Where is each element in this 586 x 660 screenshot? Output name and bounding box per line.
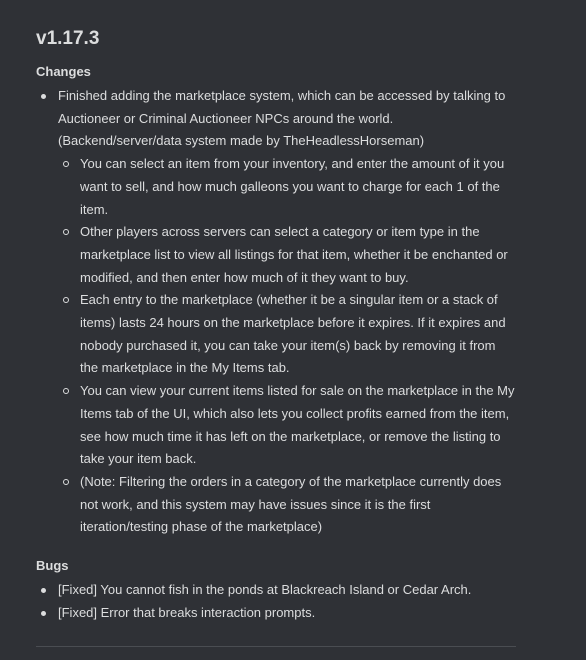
change-sublist <box>58 153 516 539</box>
list-item <box>58 289 516 380</box>
sub-change-text: Each entry to the marketplace (whether it be a singular item or a stack of items) lasts 24 hours on the marketplace before it expires. If it expires and nobody purchased it, you can take your item(s) back by removing it from the marketplace in the My Items tab. <box>80 292 506 376</box>
sub-change-text: (Note: Filtering the orders in a category of the marketplace currently does not work, and this system may have issues since it is the first iteration/testing phase of the marketplace) <box>80 473 502 535</box>
list-item <box>58 153 516 221</box>
list-item <box>36 85 516 539</box>
list-item <box>58 380 516 471</box>
changes-list <box>36 85 516 539</box>
list-item <box>58 471 516 539</box>
hollow-bullet-icon <box>63 161 69 167</box>
bug-text: [Fixed] Error that breaks interaction prompts. <box>58 604 316 620</box>
hollow-bullet-icon <box>63 388 69 394</box>
list-item <box>58 221 516 289</box>
hollow-bullet-icon <box>63 229 69 235</box>
bugs-list <box>36 579 516 624</box>
version-title: v1.17.3 <box>36 28 100 49</box>
sub-change-text: You can select an item from your inventory, and enter the amount of it you want to sell, and how much galleons you want to charge for each 1 of the item. <box>80 156 505 217</box>
hollow-bullet-icon <box>63 479 69 485</box>
sub-change-text: Other players across servers can select a category or item type in the marketplace list to view all listings for that item, whether it be enchanted or modified, and then enter how much of it they want to buy. <box>80 224 508 285</box>
change-text: Finished adding the marketplace system, which can be accessed by talking to Auctioneer or Criminal Auctioneer NPCs around the world. <box>58 88 506 126</box>
patch-notes <box>36 28 516 624</box>
change-credit: (Backend/server/data system made by TheHeadlessHorseman) <box>58 133 425 149</box>
sub-change-text: You can view your current items listed for sale on the marketplace in the My Items tab of the UI, which also lets you collect profits earned from the item, see how much time it has left on the marketplace, or remove the listing to take your item back. <box>80 383 515 467</box>
bug-text: [Fixed] You cannot fish in the ponds at Blackreach Island or Cedar Arch. <box>58 582 472 598</box>
list-item <box>36 579 516 602</box>
bullet-icon <box>41 611 46 616</box>
bugs-heading: Bugs <box>36 558 69 574</box>
bullet-icon <box>41 588 46 593</box>
hollow-bullet-icon <box>63 297 69 303</box>
list-item <box>36 602 516 625</box>
changes-heading: Changes <box>36 64 91 79</box>
section-divider <box>36 646 516 647</box>
bullet-icon <box>41 94 46 99</box>
